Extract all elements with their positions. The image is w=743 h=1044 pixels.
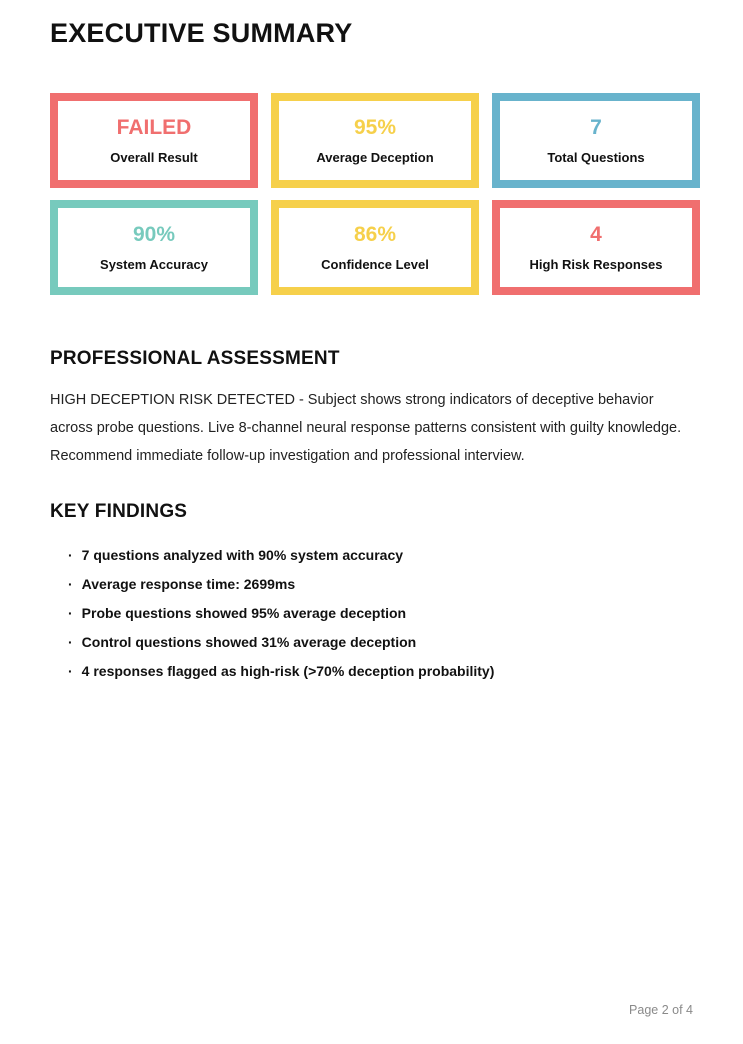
assessment-heading: PROFESSIONAL ASSESSMENT — [50, 348, 340, 369]
stat-value-high-risk-responses: 4 — [590, 223, 602, 246]
page-title: EXECUTIVE SUMMARY — [50, 18, 353, 48]
bullet-icon: · — [68, 547, 73, 563]
stat-card-confidence-level — [271, 200, 479, 295]
findings-list — [50, 547, 698, 679]
stat-card-high-risk-responses — [492, 200, 700, 295]
bullet-icon: · — [68, 576, 73, 592]
finding-item-text: Probe questions showed 95% average deception — [81, 605, 407, 621]
page-number: Page 2 of 4 — [629, 1003, 693, 1017]
stat-card-average-deception — [271, 93, 479, 188]
finding-item — [68, 634, 698, 650]
finding-item-text: Control questions showed 31% average deception — [81, 634, 417, 650]
finding-item-text: 4 responses flagged as high-risk (>70% deception probability) — [81, 663, 495, 679]
assessment-body-text: HIGH DECEPTION RISK DETECTED - Subject shows strong indicators of deceptive behavior across probe questions. Live 8-channel neural response patterns consistent with guilty knowledge. Recommend immediate follow-up investigation and professional interview. — [50, 392, 682, 464]
bullet-icon: · — [68, 663, 73, 679]
finding-item — [68, 605, 698, 621]
findings-heading: KEY FINDINGS — [50, 501, 188, 522]
stat-value-overall-result: FAILED — [116, 116, 192, 139]
finding-item — [68, 576, 698, 592]
stat-value-confidence-level: 86% — [353, 223, 397, 246]
stat-label-confidence-level: Confidence Level — [321, 257, 429, 272]
stat-value-average-deception: 95% — [353, 116, 397, 139]
finding-item-text: 7 questions analyzed with 90% system accuracy — [81, 547, 404, 563]
stat-card-total-questions — [492, 93, 700, 188]
bullet-icon: · — [68, 634, 73, 650]
finding-item-text: Average response time: 2699ms — [81, 576, 296, 592]
stat-label-total-questions: Total Questions — [547, 150, 645, 165]
bullet-icon: · — [68, 605, 73, 621]
stat-card-system-accuracy — [50, 200, 258, 295]
stats-grid — [50, 93, 700, 295]
stat-value-system-accuracy: 90% — [132, 223, 176, 246]
stat-label-high-risk-responses: High Risk Responses — [529, 257, 663, 272]
stat-label-system-accuracy: System Accuracy — [100, 257, 208, 272]
finding-item — [68, 547, 698, 563]
stat-label-average-deception: Average Deception — [316, 150, 434, 165]
finding-item — [68, 663, 698, 679]
stat-card-overall-result — [50, 93, 258, 188]
stat-value-total-questions: 7 — [590, 116, 602, 139]
stat-label-overall-result: Overall Result — [110, 150, 198, 165]
